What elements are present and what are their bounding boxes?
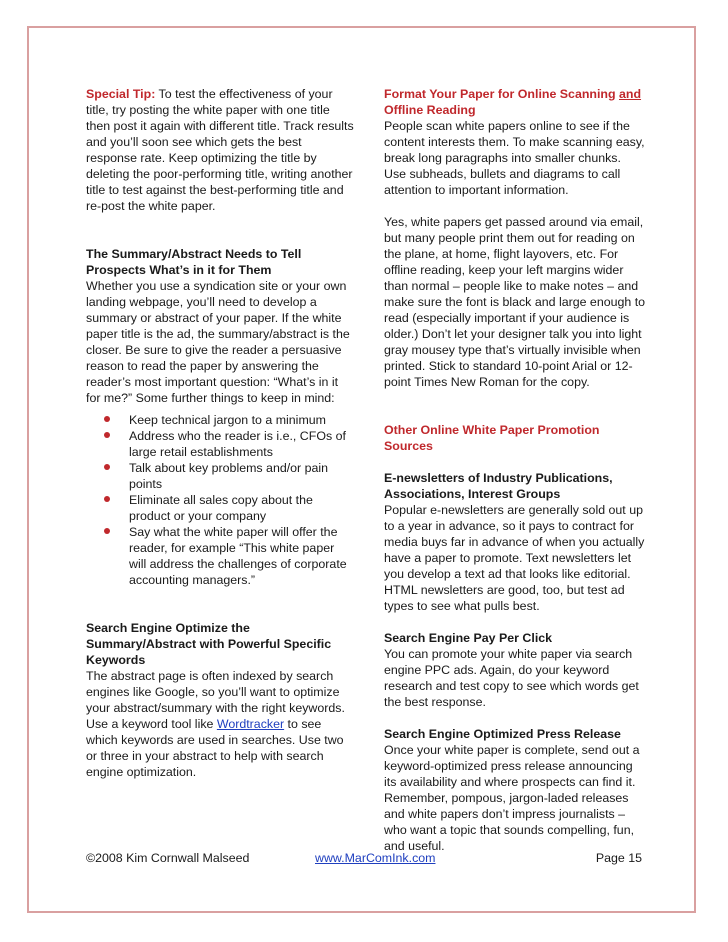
- offline-text: Yes, white papers get passed around via email, but many people print them out for reading on the plane, at home, flight layovers, etc. For offline reading, keep your left margins wider than normal – people like to make notes – and make sure the font is black and large enough to read (especially important if your audience is older.) Don’t let your designer talk you into light gray mousey type that’s virtually invisible when printed. Stick to standard 10-point Arial or 12-point Times New Roman for the copy.: [384, 215, 646, 389]
- other-sources-heading: Other Online White Paper Promotion Sources: [384, 423, 600, 453]
- summary-heading: The Summary/Abstract Needs to Tell Prospects What’s in it for Them: [86, 247, 302, 277]
- special-tip-paragraph: [86, 86, 354, 214]
- list-item: [129, 460, 354, 492]
- format-heading-part1: Format Your Paper for Online Scanning: [384, 87, 619, 101]
- format-heading: [384, 86, 646, 118]
- tips-bullet-list: [86, 412, 354, 588]
- list-item-text: Say what the white paper will offer the reader, for example “This white paper will address the challenges of corporate accounting managers.”: [129, 525, 347, 587]
- list-item: [129, 492, 354, 524]
- bullet-icon: [104, 464, 110, 470]
- list-item-text: Address who the reader is i.e., CFOs of large retail establishments: [129, 429, 346, 459]
- footer-copyright: ©2008 Kim Cornwall Malseed: [86, 851, 250, 865]
- special-tip-label: Special Tip:: [86, 87, 156, 101]
- right-column: [384, 86, 646, 854]
- press-release-text: Once your white paper is complete, send out a keyword-optimized press release announcing its availability and where prospects can find it. Remember, pompous, jargon-laded releases and white papers don’t impress journalists – who want a topic that sounds compelling, fun, and useful.: [384, 743, 640, 853]
- summary-text: Whether you use a syndication site or your own landing webpage, you’ll need to develop a summary or abstract of your paper. If the white paper title is the ad, the summary/abstract is the closer. Be sure to give the reader a persuasive reason to read the paper by answering the reader’s most important question: “What’s in it for me?” Some further things to keep in mind:: [86, 279, 350, 405]
- seo-paragraph: [86, 668, 354, 780]
- list-item-text: Talk about key problems and/or pain points: [129, 461, 329, 491]
- press-release-heading: Search Engine Optimized Press Release: [384, 727, 621, 741]
- list-item-text: Keep technical jargon to a minimum: [129, 413, 326, 427]
- ppc-heading: Search Engine Pay Per Click: [384, 631, 553, 645]
- footer-page-number: Page 15: [595, 851, 642, 865]
- seo-text-after: to see which keywords are used in searches. Use two or three in your abstract to help with search engine optimization.: [86, 717, 344, 779]
- bullet-icon: [104, 432, 110, 438]
- list-item-text: Eliminate all sales copy about the product or your company: [129, 493, 313, 523]
- bullet-icon: [104, 416, 110, 422]
- format-text: People scan white papers online to see if the content interests them. To make scanning easy, break long paragraphs into smaller chunks. Use subheads, bullets and diagrams to call attention to important information.: [384, 119, 645, 197]
- left-column: [86, 86, 354, 780]
- seo-heading: Search Engine Optimize the Summary/Abstract with Powerful Specific Keywords: [86, 621, 332, 667]
- list-item: [129, 524, 354, 588]
- list-item: [129, 428, 354, 460]
- format-heading-part2: Offline Reading: [384, 103, 476, 117]
- seo-text-before: The abstract page is often indexed by search engines like Google, so you’ll want to optimize your abstract/summary with the right keywords. Use a keyword tool like: [86, 669, 345, 731]
- format-heading-and: and: [619, 87, 642, 101]
- page-footer: [86, 850, 646, 866]
- list-item: [129, 412, 354, 428]
- footer-website-link[interactable]: www.MarComInk.com: [315, 851, 436, 865]
- wordtracker-link[interactable]: Wordtracker: [216, 717, 285, 731]
- enewsletters-heading: E-newsletters of Industry Publications, Associations, Interest Groups: [384, 471, 613, 501]
- bullet-icon: [104, 528, 110, 534]
- special-tip-text: To test the effectiveness of your title, try posting the white paper with one title then post it again with different title. Track results and you’ll soon see which gets the best response rate. Keep optimizing the title by deleting the poor-performing title, writing another title to test against the best-performing title and re-post the white paper.: [86, 87, 354, 213]
- ppc-text: You can promote your white paper via search engine PPC ads. Again, do your keyword research and test copy to see which words get the best response.: [384, 647, 639, 709]
- bullet-icon: [104, 496, 110, 502]
- enewsletters-text: Popular e-newsletters are generally sold out up to a year in advance, so it pays to contract for media buys far in advance of when you actually have a paper to promote. Text newsletters let you develop a text ad that looks like editorial. HTML newsletters are good, too, but test ad types to see what pulls best.: [384, 503, 645, 613]
